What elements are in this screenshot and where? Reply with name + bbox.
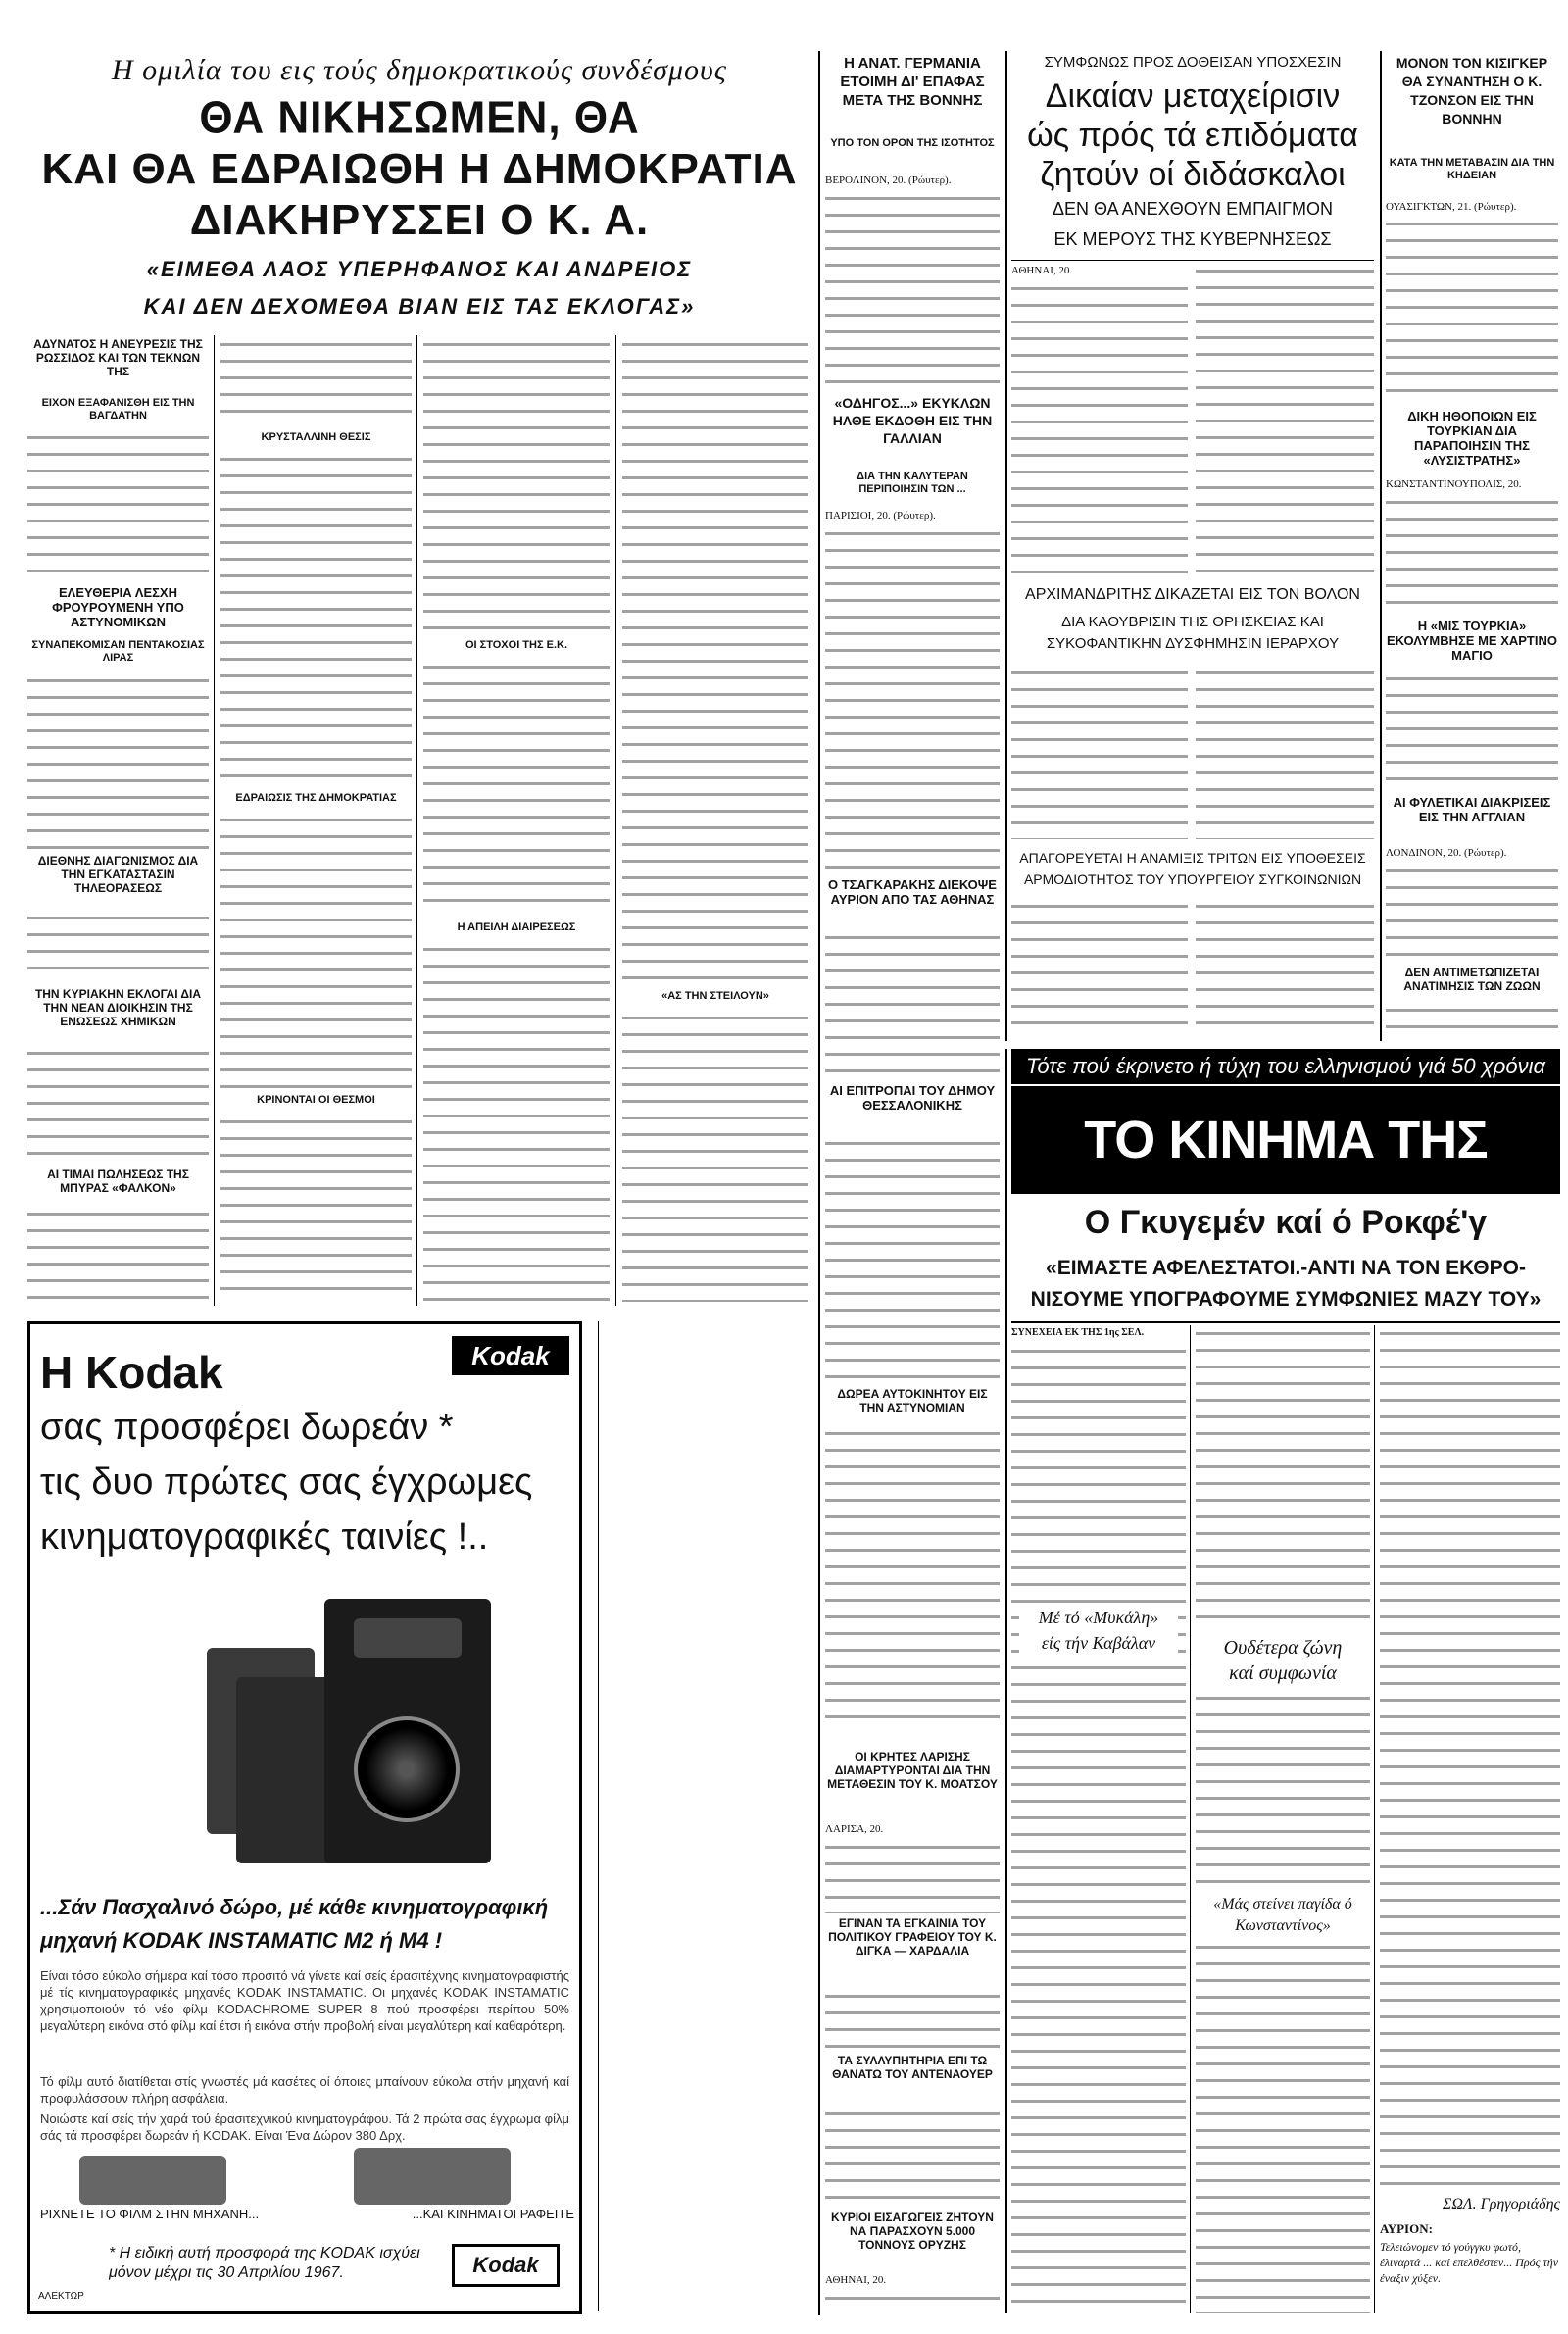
feature-quote: «ΕΙΜΑΣΤΕ ΑΦΕΛΕΣΤΑΤΟΙ.-ΑΝΤΙ ΝΑ ΤΟΝ ΕΚΘΡΟ- — [1046, 1257, 1526, 1279]
article-body-text — [622, 338, 808, 985]
artist-credit: ΑΛΕΚΤΩΡ — [38, 2291, 84, 2302]
article-body-text — [423, 661, 610, 916]
dateline: ΛΟΝΔΙΝΟΝ, 20. (Ρώυτερ). — [1386, 847, 1507, 859]
story-headline: ζητούν οί διδάσκαλοι — [1040, 156, 1346, 193]
article-body-text — [1386, 1004, 1558, 1039]
article-body-text — [1386, 865, 1558, 963]
article-body-text — [1386, 496, 1558, 614]
story-heading: «ΟΔΗΓΟΣ...» ΕΚΥΚΛΩΝ ΗΛΘΕ ΕΚΔΟΘΗ ΕΙΣ ΤΗΝ ΓΑΛΛΙΑΝ — [832, 395, 993, 446]
kodak-ad-line: σας προσφέρει δωρεάν * — [40, 1407, 454, 1448]
story-heading: ΕΓΙΝΑΝ ΤΑ ΕΓΚΑΙΝΙΑ ΤΟΥ ΠΟΛΙΤΙΚΟΥ ΓΡΑΦΕΙΟΥ ΤΟΥ Κ. ΔΙΓΚΑ — ΧΑΡΔΑΛΙΑ — [828, 1917, 997, 1958]
camera-viewfinder-icon — [354, 1618, 462, 1658]
teaser-label: ΑΥΡΙΟΝ: — [1380, 2221, 1433, 2236]
section-divider — [1011, 260, 1374, 261]
article-body-text — [27, 912, 209, 982]
article-body-text — [1011, 1345, 1186, 2313]
feature-box-heading: Ουδέτερα ζώνη — [1223, 1637, 1343, 1659]
camera-lens-icon — [354, 1716, 460, 1822]
article-body-text — [423, 943, 610, 1302]
story-heading: ΑΠΑΓΟΡΕΥΕΤΑΙ Η ΑΝΑΜΙΞΙΣ ΤΡΙΤΩΝ ΕΙΣ ΥΠΟΘΕΣΕΙΣ ΑΡΜΟΔΙΟΤΗΤΟΣ ΤΟΥ ΥΠΟΥΡΓΕΙΟΥ ΣΥΓΚΟΙΝΩΝΙΩΝ — [1019, 850, 1366, 887]
article-body-text — [825, 2292, 1000, 2313]
section-divider — [1011, 1321, 1560, 1323]
dateline: ΑΘΗΝΑΙ, 20. — [825, 2274, 887, 2286]
continuation-note: ΣΥΝΕΧΕΙΑ ΕΚ ΤΗΣ 1ης ΣΕΛ. — [1011, 1327, 1145, 1338]
article-body-text — [423, 338, 610, 632]
article-body-text — [825, 931, 1000, 1078]
article-body-text — [1011, 667, 1188, 839]
story-subheading: ΔΙΑ ΚΑΘΥΒΡΙΣΙΝ ΤΗΣ ΘΡΗΣΚΕΙΑΣ ΚΑΙ ΣΥΚΟΦΑΝΤΙΚΗΝ ΔΥΣΦΗΜΗΣΙΝ ΙΕΡΑΡΧΟΥ — [1046, 614, 1340, 652]
section-subheading: ΟΙ ΣΤΟΧΟΙ ΤΗΣ Ε.Κ. — [465, 639, 568, 651]
story-heading: ΔΙΚΗ ΗΘΟΠΟΙΩΝ ΕΙΣ ΤΟΥΡΚΙΑΝ ΔΙΑ ΠΑΡΑΠΟΙΗΣΙΝ ΤΗΣ «ΛΥΣΙΣΤΡΑΤΗΣ» — [1407, 410, 1537, 468]
story-subheading: ΔΙΑ ΤΗΝ ΚΑΛΥΤΕΡΑΝ ΠΕΡΙΠΟΙΗΣΙΝ ΤΩΝ ... — [857, 471, 968, 495]
story-heading: ΑΡΧΙΜΑΝΔΡΙΤΗΣ ΔΙΚΑΖΕΤΑΙ ΕΙΣ ΤΟΝ ΒΟΛΟΝ — [1025, 586, 1360, 603]
story-heading: ΔΙΕΘΝΗΣ ΔΙΑΓΩΝΙΣΜΟΣ ΔΙΑ ΤΗΝ ΕΓΚΑΤΑΣΤΑΣΙΝ ΤΗΛΕΟΡΑΣΕΩΣ — [37, 855, 199, 895]
article-body-text — [825, 2108, 1000, 2206]
kodak-ad-body: Νοιώστε καί σείς τήν χαρά τού έρασιτεχνικού κινηματογράφου. Τά 2 πρώτα σας έγχρωμα φίλμ σάς τά προσφέρει δωρεάν ή KODAK. Είναι Ένα Δώρον 380 Δρχ. — [40, 2111, 569, 2143]
article-body-text — [1196, 1692, 1370, 1888]
article-body-text — [1011, 282, 1188, 578]
article-body-text — [1386, 672, 1558, 790]
dateline: ΛΑΡΙΣΑ, 20. — [825, 1823, 884, 1835]
story-heading: ΔΕΝ ΑΝΤΙΜΕΤΩΠΙΖΕΤΑΙ ΑΝΑΤΙΜΗΣΙΣ ΤΩΝ ΖΩΩΝ — [1403, 967, 1541, 993]
article-body-text — [27, 1208, 209, 1306]
kodak-ad-line: τις δυο πρώτες σας έγχρωμες — [40, 1462, 533, 1503]
article-body-text — [1196, 667, 1374, 839]
article-body-text — [825, 192, 1000, 388]
teaser-text: Τελειώνομεν τό γούγγκυ φωτό, έλιναρτά ... καί επελθέστεν... Πρός τήν έναξιν χύξεν. — [1380, 2240, 1559, 2285]
author-signature: ΣΩΛ. Γρηγοριάδης — [1442, 2196, 1560, 2212]
story-heading: ΑΙ ΦΥΛΕΤΙΚΑΙ ΔΙΑΚΡΙΣΕΙΣ ΕΙΣ ΤΗΝ ΑΓΓΛΙΑΝ — [1393, 796, 1551, 824]
article-body-text — [1196, 1327, 1370, 1631]
article-body-text — [1196, 1941, 1370, 2313]
article-body-text — [825, 1137, 1000, 1382]
story-heading: Η ΑΝΑΤ. ΓΕΡΜΑΝΙΑ ΕΤΟΙΜΗ ΔΙ' ΕΠΑΦΑΣ ΜΕΤΑ ΤΗΣ ΒΟΝΝΗΣ — [840, 55, 985, 109]
story-subheading: ΚΑΤΑ ΤΗΝ ΜΕΤΑΒΑΣΙΝ ΔΙΑ ΤΗΝ ΚΗΔΕΙΑΝ — [1389, 157, 1555, 181]
column-rule — [416, 335, 417, 1306]
feature-box-heading: είς τήν Καβάλαν — [1019, 1633, 1178, 1659]
kodak-ad-body: Τό φίλμ αυτό διατίθεται στίς γνωστές μά κασέτες οί όποιες μπαίνουν εύκολα στήν μηχανή καί προφυλάσσουν πλήρη ασφάλεια. — [40, 2074, 569, 2106]
column-rule — [1005, 51, 1007, 1041]
story-heading: ΜΟΝΟΝ ΤΟΝ ΚΙΣΙΓΚΕΡ ΘΑ ΣΥΝΑΝΤΗΣΗ Ο Κ. ΤΖΟΝΣΟΝ ΕΙΣ ΤΗΝ ΒΟΝΝΗΝ — [1396, 55, 1548, 126]
kodak-footnote: * Η ειδική αυτή προσφορά της KODAK ισχύει μόνον μέχρι τις 30 Απριλίου 1967. — [109, 2245, 420, 2281]
feature-title: ΤΟ ΚΙΝΗΜΑ ΤΗΣ — [1011, 1086, 1560, 1194]
section-kicker: ΣΥΜΦΩΝΩΣ ΠΡΟΣ ΔΟΘΕΙΣΑΝ ΥΠΟΣΧΕΣΙΝ — [1044, 54, 1342, 71]
dateline: ΑΘΗΝΑΙ, 20. — [1011, 265, 1073, 276]
dateline: ΟΥΑΣΙΓΚΤΩΝ, 21. (Ρώυτερ). — [1386, 201, 1517, 213]
kodak-ad-title: Η Kodak — [40, 1347, 223, 1398]
article-body-text — [1386, 218, 1558, 404]
lead-subhead-1: «ΕΙΜΕΘΑ ΛΑΟΣ ΥΠΕΡΗΦΑΝΟΣ ΚΑΙ ΑΝΔΡΕΙΟΣ — [146, 257, 693, 281]
story-heading: ΟΙ ΚΡΗΤΕΣ ΛΑΡΙΣΗΣ ΔΙΑΜΑΡΤΥΡΟΝΤΑΙ ΔΙΑ ΤΗΝ ΜΕΤΑΘΕΣΙΝ ΤΟΥ Κ. ΜΟΑΤΣΟΥ — [827, 1751, 998, 1791]
column-rule — [214, 335, 215, 1306]
article-body-text — [220, 338, 412, 426]
feature-box-heading: Μέ τό «Μυκάλη» — [1019, 1608, 1178, 1633]
kodak-footer-logo: Kodak — [452, 2244, 560, 2287]
hand-loading-film-illustration — [79, 2156, 226, 2205]
article-body-text — [220, 814, 412, 1088]
kodak-ad-body: Είναι τόσο εύκολο σήμερα καί τόσο προσιτό νά γίνετε καί σείς έρασιτέχνης κινηματογραφιστής μέ τίς κινηματογραφικές μηχανές KODAK INSTAMATIC. Οι μηχανές KODAK INSTAMATIC χρησιμοποιούν τό νέο φίλμ KODACHROME SUPER 8 πού προσφέρει περίπου 50% μεγαλύτερη εικόνα στό φίλμ καί έτσι ή εικόνα στήν προβολή είναι μεγαλύτερη καί καθαρότερη. — [40, 1968, 569, 2033]
kodak-offer-line: ...Σάν Πασχαλινό δώρο, μέ κάθε κινηματογραφική — [40, 1895, 549, 1919]
lead-headline-1: ΘΑ ΝΙΚΗΣΩΜΕΝ, ΘΑ — [199, 92, 640, 144]
article-body-text — [1196, 265, 1374, 578]
kodak-caption: ΡΙΧΝΕΤΕ ΤΟ ΦΙΛΜ ΣΤΗΝ ΜΗΧΑΝΗ... — [40, 2207, 260, 2221]
feature-quote: ΝΙΣΟΥΜΕ ΥΠΟΓΡΑΦΟΥΜΕ ΣΥΜΦΩΝΙΕΣ ΜΑΖΥ ΤΟΥ» — [1030, 1288, 1542, 1311]
story-heading: Η «ΜΙΣ ΤΟΥΡΚΙΑ» ΕΚΟΛΥΜΒΗΣΕ ΜΕ ΧΑΡΤΙΝΟ ΜΑΓΙΟ — [1387, 620, 1557, 663]
story-heading: ΑΙ ΤΙΜΑΙ ΠΩΛΗΣΕΩΣ ΤΗΣ ΜΠΥΡΑΣ «ΦΑΛΚΟΝ» — [47, 1168, 189, 1195]
story-subheading: ΔΕΝ ΘΑ ΑΝΕΧΘΟΥΝ ΕΜΠΑΙΓΜΟΝ — [1052, 199, 1334, 219]
kodak-caption: ...ΚΑΙ ΚΙΝΗΜΑΤΟΓΡΑΦΕΙΤΕ — [412, 2207, 574, 2221]
lead-headline-2: ΚΑΙ ΘΑ ΕΔΡΑΙΩΘΗ Η ΔΗΜΟΚΡΑΤΙΑ — [41, 145, 798, 193]
section-subheading: ΚΡΥΣΤΑΛΛΙΝΗ ΘΕΣΙΣ — [261, 431, 371, 443]
story-heading: ΑΔΥΝΑΤΟΣ Η ΑΝΕΥΡΕΣΙΣ ΤΗΣ ΡΩΣΣΙΔΟΣ ΚΑΙ ΤΩΝ ΤΕΚΝΩΝ ΤΗΣ — [33, 338, 203, 378]
column-rule — [1190, 1325, 1191, 2313]
story-headline: ώς πρός τά επιδόματα — [1027, 117, 1358, 154]
article-body-text — [27, 674, 209, 851]
column-rule — [615, 335, 616, 1306]
feature-kicker: Τότε πού έκρινετο ή τύχη του ελληνισμού γιά 50 χρόνια — [1011, 1049, 1560, 1084]
story-heading: ΑΙ ΕΠΙΤΡΟΠΑΙ ΤΟΥ ΔΗΜΟΥ ΘΕΣΣΑΛΟΝΙΚΗΣ — [829, 1084, 996, 1113]
kodak-advertisement — [27, 1321, 582, 2314]
article-body-text — [220, 1116, 412, 1302]
article-body-text — [825, 527, 1000, 870]
story-subheading: ΕΚ ΜΕΡΟΥΣ ΤΗΣ ΚΥΒΕΡΝΗΣΕΩΣ — [1054, 229, 1332, 249]
dateline: ΒΕΡΟΛΙΝΟΝ, 20. (Ρώυτερ). — [825, 174, 952, 186]
feature-subtitle: Ο Γκυγεμέν καί ό Ροκφέ'γ — [1084, 1204, 1488, 1241]
article-body-text — [825, 1841, 1000, 1913]
story-headline: Δικαίαν μεταχείρισιν — [1045, 77, 1341, 115]
article-body-text — [220, 453, 412, 786]
kodak-ad-line: κινηματογραφικές ταινίες !.. — [40, 1516, 489, 1558]
story-subheading: ΕΙΧΟΝ ΕΞΑΦΑΝΙΣΘΗ ΕΙΣ ΤΗΝ ΒΑΓΔΑΤΗΝ — [41, 397, 195, 422]
feature-box-heading: «Μάς στείνει παγίδα ό Κωνσταντίνος» — [1213, 1896, 1352, 1934]
section-subheading: Η ΑΠΕΙΛΗ ΔΙΑΙΡΕΣΕΩΣ — [457, 921, 576, 933]
kodak-logo: Kodak — [452, 1336, 569, 1375]
story-heading: ΤΗΝ ΚΥΡΙΑΚΗΝ ΕΚΛΟΓΑΙ ΔΙΑ ΤΗΝ ΝΕΑΝ ΔΙΟΙΚΗΣΙΝ ΤΗΣ ΕΝΩΣΕΩΣ ΧΗΜΙΚΩΝ — [34, 988, 202, 1028]
story-subheading: ΣΥΝΑΠΕΚΟΜΙΣΑΝ ΠΕΝΤΑΚΟΣΙΑΣ ΛΙΡΑΣ — [31, 639, 205, 664]
column-rule — [598, 1321, 599, 2311]
story-heading: ΕΛΕΥΘΕΡΙΑ ΛΕΣΧΗ ΦΡΟΥΡΟΥΜΕΝΗ ΥΠΟ ΑΣΤΥΝΟΜΙΚΩΝ — [52, 586, 184, 629]
article-body-text — [622, 1012, 808, 1302]
story-subheading: ΥΠΟ ΤΟΝ ΟΡΟΝ ΤΗΣ ΙΣΟΤΗΤΟΣ — [830, 137, 995, 149]
story-heading: ΔΩΡΕΑ ΑΥΤΟΚΙΝΗΤΟΥ ΕΙΣ ΤΗΝ ΑΣΤΥΝΟΜΙΑΝ — [837, 1388, 988, 1415]
story-heading: ΤΑ ΣΥΛΛΥΠΗΤΗΡΙΑ ΕΠΙ ΤΩ ΘΑΝΑΤΩ ΤΟΥ ΑΝΤΕΝΑΟΥΕΡ — [832, 2055, 993, 2081]
section-subheading: ΕΔΡΑΙΩΣΙΣ ΤΗΣ ΔΗΜΟΚΡΑΤΙΑΣ — [235, 792, 397, 804]
article-body-text — [27, 431, 209, 578]
article-body-text — [825, 1427, 1000, 1731]
kodak-offer-line: μηχανή KODAK INSTAMATIC M2 ή M4 ! — [40, 1928, 443, 1953]
column-rule — [1374, 1325, 1375, 2313]
story-heading: ΚΥΡΙΟΙ ΕΙΣΑΓΩΓΕΙΣ ΖΗΤΟΥΝ ΝΑ ΠΑΡΑΣΧΟΥΝ 5.000 ΤΟΝΝΟΥΣ ΟΡΥΖΗΣ — [831, 2211, 994, 2252]
article-body-text — [825, 1990, 1000, 2049]
lead-subhead-2: ΚΑΙ ΔΕΝ ΔΕΧΟΜΕΘΑ ΒΙΑΝ ΕΙΣ ΤΑΣ ΕΚΛΟΓΑΣ» — [143, 294, 696, 319]
person-filming-illustration — [354, 2148, 511, 2205]
feature-box-heading: καί συμφωνία — [1229, 1663, 1337, 1684]
article-body-text — [27, 1047, 209, 1165]
story-heading: Ο ΤΣΑΓΚΑΡΑΚΗΣ ΔΙΕΚΟΨΕ ΑΥΡΙΟΝ ΑΠΟ ΤΑΣ ΑΘΗΝΑΣ — [828, 878, 997, 907]
section-subheading: ΚΡΙΝΟΝΤΑΙ ΟΙ ΘΕΣΜΟΙ — [257, 1094, 375, 1106]
article-body-text — [1011, 900, 1188, 1037]
article-body-text — [1196, 900, 1374, 1037]
column-rule — [818, 51, 820, 2315]
dateline: ΚΩΝΣΤΑΝΤΙΝΟΥΠΟΛΙΣ, 20. — [1386, 478, 1522, 490]
column-rule — [1380, 51, 1382, 1041]
column-rule — [1005, 1049, 1007, 2313]
dateline: ΠΑΡΙΣΙΟΙ, 20. (Ρώυτερ). — [825, 510, 936, 521]
lead-kicker: Η ομιλία του εις τούς δημοκρατικούς συνδέσμους — [112, 54, 727, 86]
lead-headline-3: ΔΙΑΚΗΡΥΣΣΕΙ Ο Κ. Α. — [189, 196, 650, 244]
article-body-text — [1380, 1327, 1560, 2190]
section-subheading: «ΑΣ ΤΗΝ ΣΤΕΙΛΟΥΝ» — [662, 990, 769, 1002]
